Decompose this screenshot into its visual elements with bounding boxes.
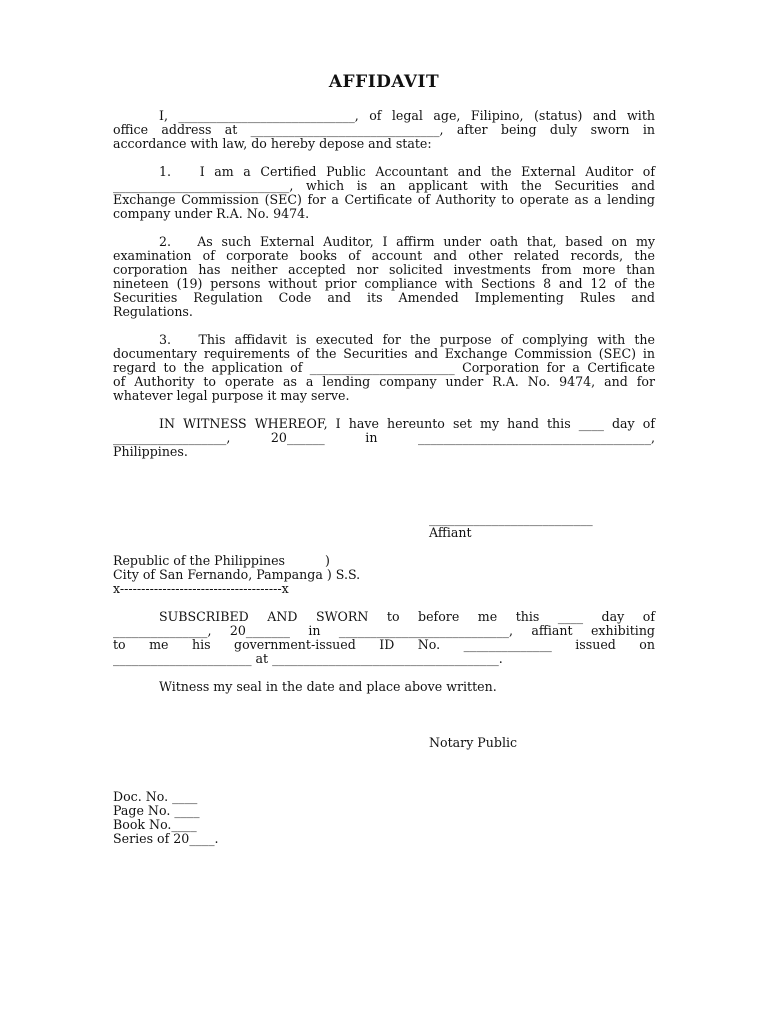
para3-line-2: documentary requirements of the Securities and Exchange Commission (SEC) in <box>113 346 655 361</box>
jurat-line-3: to me his government-issued ID No. ______________ issued on <box>113 637 655 652</box>
venue-line-3: x--------------------------------------x <box>113 581 289 596</box>
affiant-signature-block <box>429 512 729 540</box>
witness-line-1: IN WITNESS WHEREOF, I have hereunto set my hand this ____ day of <box>159 416 655 431</box>
para3-line-4: of Authority to operate as a lending company under R.A. No. 9474, and for <box>113 374 655 389</box>
intro-line-3: accordance with law, do hereby depose and state: <box>113 136 432 151</box>
seal-line: Witness my seal in the date and place above written. <box>159 679 497 694</box>
para2-line-5: Securities Regulation Code and its Amended Implementing Rules and <box>113 290 655 305</box>
paragraph-3 <box>113 333 655 403</box>
intro-paragraph <box>113 109 655 151</box>
paragraph-1 <box>113 165 655 221</box>
notarial-register-block <box>113 790 413 846</box>
para2-line-3: corporation has neither accepted nor solicited investments from more than <box>113 262 655 277</box>
jurat-paragraph <box>113 610 655 666</box>
affiant-signature-line: __________________________ <box>429 511 593 526</box>
jurat-line-2: _______________, 20_______ in ___________________________, affiant exhibiting <box>113 623 655 638</box>
notary-block <box>429 736 655 750</box>
para2-line-6: Regulations. <box>113 304 193 319</box>
para3-line-3: regard to the application of _______________________ Corporation for a Certificate <box>113 360 655 375</box>
witness-paragraph <box>113 417 655 459</box>
para3-line-1: 3. This affidavit is executed for the purpose of complying with the <box>159 332 655 347</box>
doc-number: Doc. No. ____ <box>113 789 198 804</box>
venue-line-1: Republic of the Philippines ) <box>113 553 330 568</box>
para1-line-2: ____________________________, which is an applicant with the Securities and <box>113 178 655 193</box>
para1-line-4: company under R.A. No. 9474. <box>113 206 310 221</box>
para2-line-4: nineteen (19) persons without prior compliance with Sections 8 and 12 of the <box>113 276 655 291</box>
para2-line-1: 2. As such External Auditor, I affirm under oath that, based on my <box>159 234 655 249</box>
intro-line-2: office address at ______________________________, after being duly sworn in <box>113 122 655 137</box>
witness-line-3: Philippines. <box>113 444 188 459</box>
para3-line-5: whatever legal purpose it may serve. <box>113 388 350 403</box>
book-number: Book No.____ <box>113 817 197 832</box>
affidavit-document <box>113 72 655 846</box>
para1-line-1: 1. I am a Certified Public Accountant and the External Auditor of <box>159 164 655 179</box>
venue-block <box>113 554 655 596</box>
affiant-label: Affiant <box>429 525 472 540</box>
venue-line-2: City of San Fernando, Pampanga ) S.S. <box>113 567 361 582</box>
para2-line-2: examination of corporate books of account and other related records, the <box>113 248 655 263</box>
witness-line-2: __________________, 20______ in _____________________________________, <box>113 430 655 445</box>
seal-statement <box>159 680 655 694</box>
document-title: AFFIDAVIT <box>328 72 440 92</box>
jurat-line-4: ______________________ at ____________________________________. <box>113 651 503 666</box>
notary-label: Notary Public <box>429 735 518 750</box>
jurat-line-1: SUBSCRIBED AND SWORN to before me this ____ day of <box>159 609 655 624</box>
intro-line-1: I, ____________________________, of legal age, Filipino, (status) and with <box>159 108 655 123</box>
page-number: Page No. ____ <box>113 803 200 818</box>
paragraph-2 <box>113 235 655 319</box>
para1-line-3: Exchange Commission (SEC) for a Certificate of Authority to operate as a lending <box>113 192 655 207</box>
series-year: Series of 20____. <box>113 831 219 846</box>
